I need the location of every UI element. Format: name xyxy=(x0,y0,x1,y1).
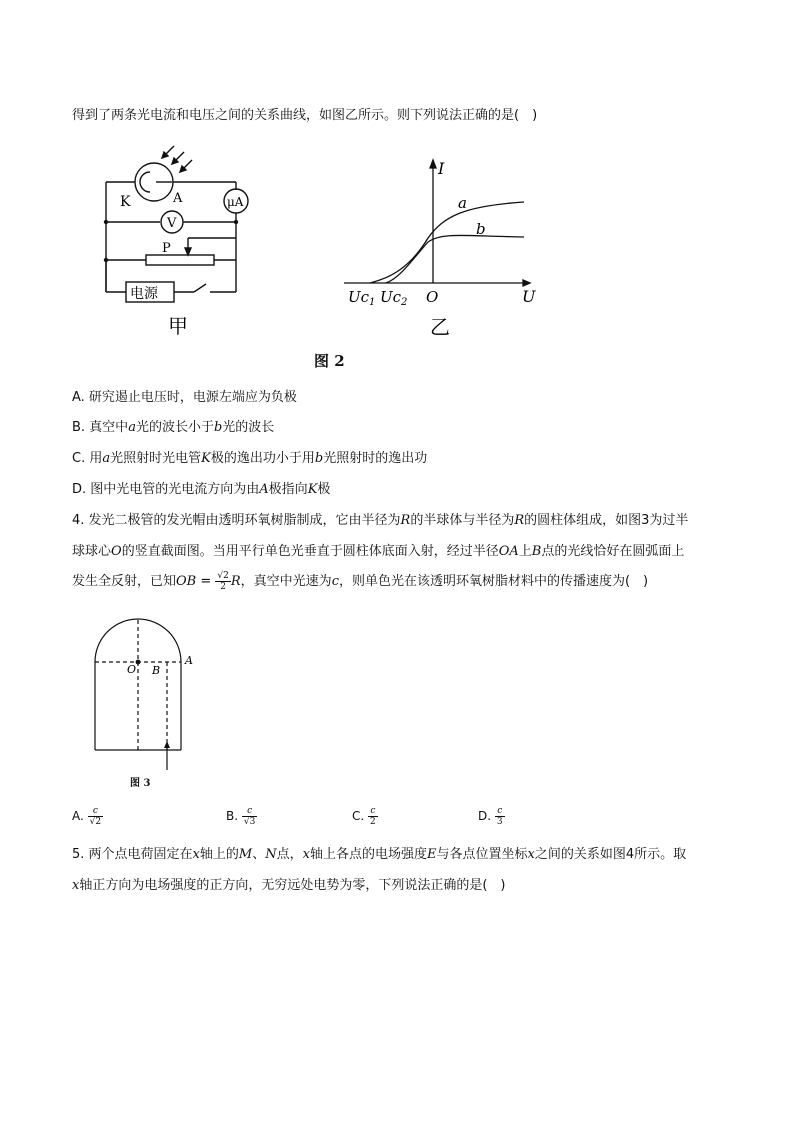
circuit-diagram xyxy=(96,140,266,340)
label-A: A xyxy=(173,191,183,206)
q4-option-A: A. $\frac{c}{√2}$ xyxy=(72,806,102,827)
question-4-line-3: 发生全反射，已知OB = $\frac{√2}{2}$ R，真空中光速为c，则单色光在该透明环氧树脂材料中的传播速度为( ) xyxy=(72,571,649,592)
y-axis-label: I xyxy=(438,159,445,178)
label-K: K xyxy=(120,194,131,210)
uc1-label: $Uc_1$ xyxy=(348,288,376,308)
q4-option-D: D. $\frac{c}{3}$ xyxy=(478,806,503,827)
caption-yi: 乙 xyxy=(430,315,450,339)
option-D: D. 图中光电管的光电流方向为由A极指向K极 xyxy=(72,482,331,497)
power-source-label: 电源 xyxy=(130,286,158,302)
curve-b-label: b xyxy=(476,220,486,238)
question-3-stem-tail: 得到了两条光电流和电压之间的关系曲线，如图乙所示。则下列说法正确的是( ) xyxy=(72,108,538,123)
question-4-line-2: 球球心O的竖直截面图。当用平行单色光垂直于圆柱体底面入射，经过半径OA上B点的光线恰好在圆弧面上 xyxy=(72,544,685,559)
option-A: A. 研究遏止电压时，电源左端应为负极 xyxy=(72,390,297,405)
q4-option-C: C. $\frac{c}{2}$ xyxy=(352,806,376,827)
origin-label: O xyxy=(426,288,439,306)
figure-2-title: 图 2 xyxy=(314,352,345,370)
question-4-line-1: 4. 发光二极管的发光帽由透明环氧树脂制成，它由半径为R的半球体与半径为R的圆柱体组成，如图3为过半 xyxy=(72,513,689,528)
label-O: O xyxy=(127,663,137,676)
iu-graph xyxy=(340,150,540,340)
curve-a xyxy=(370,202,524,283)
curve-a-label: a xyxy=(458,194,467,212)
led-cross-section-diagram xyxy=(86,612,206,792)
curve-b xyxy=(386,235,524,283)
figure-3-title: 图 3 xyxy=(130,778,151,789)
option-B: B. 真空中a光的波长小于b光的波长 xyxy=(72,420,275,435)
option-C: C. 用a光照射时光电管K极的逸出功小于用b光照射时的逸出功 xyxy=(72,451,428,466)
q4-option-B: B. $\frac{c}{√3}$ xyxy=(226,806,256,827)
label-A: A xyxy=(185,654,193,667)
sqrt2-over-2-fraction: $\frac{√2}{2}$ xyxy=(217,571,229,592)
uc2-label: $Uc_2$ xyxy=(380,288,408,308)
label-B: B xyxy=(152,664,161,677)
microammeter-label: μA xyxy=(227,195,244,209)
x-axis-label: U xyxy=(522,287,536,306)
question-5-line-1: 5. 两个点电荷固定在x轴上的M、N点，x轴上各点的电场强度E与各点位置坐标x之间的关系如图4所示。取 xyxy=(72,847,687,862)
question-5-line-2: x轴正方向为电场强度的正方向，无穷远处电势为零，下列说法正确的是( ) xyxy=(72,878,506,893)
caption-jia: 甲 xyxy=(168,314,188,338)
voltmeter-label: V xyxy=(167,216,177,231)
label-P: P xyxy=(162,241,171,256)
